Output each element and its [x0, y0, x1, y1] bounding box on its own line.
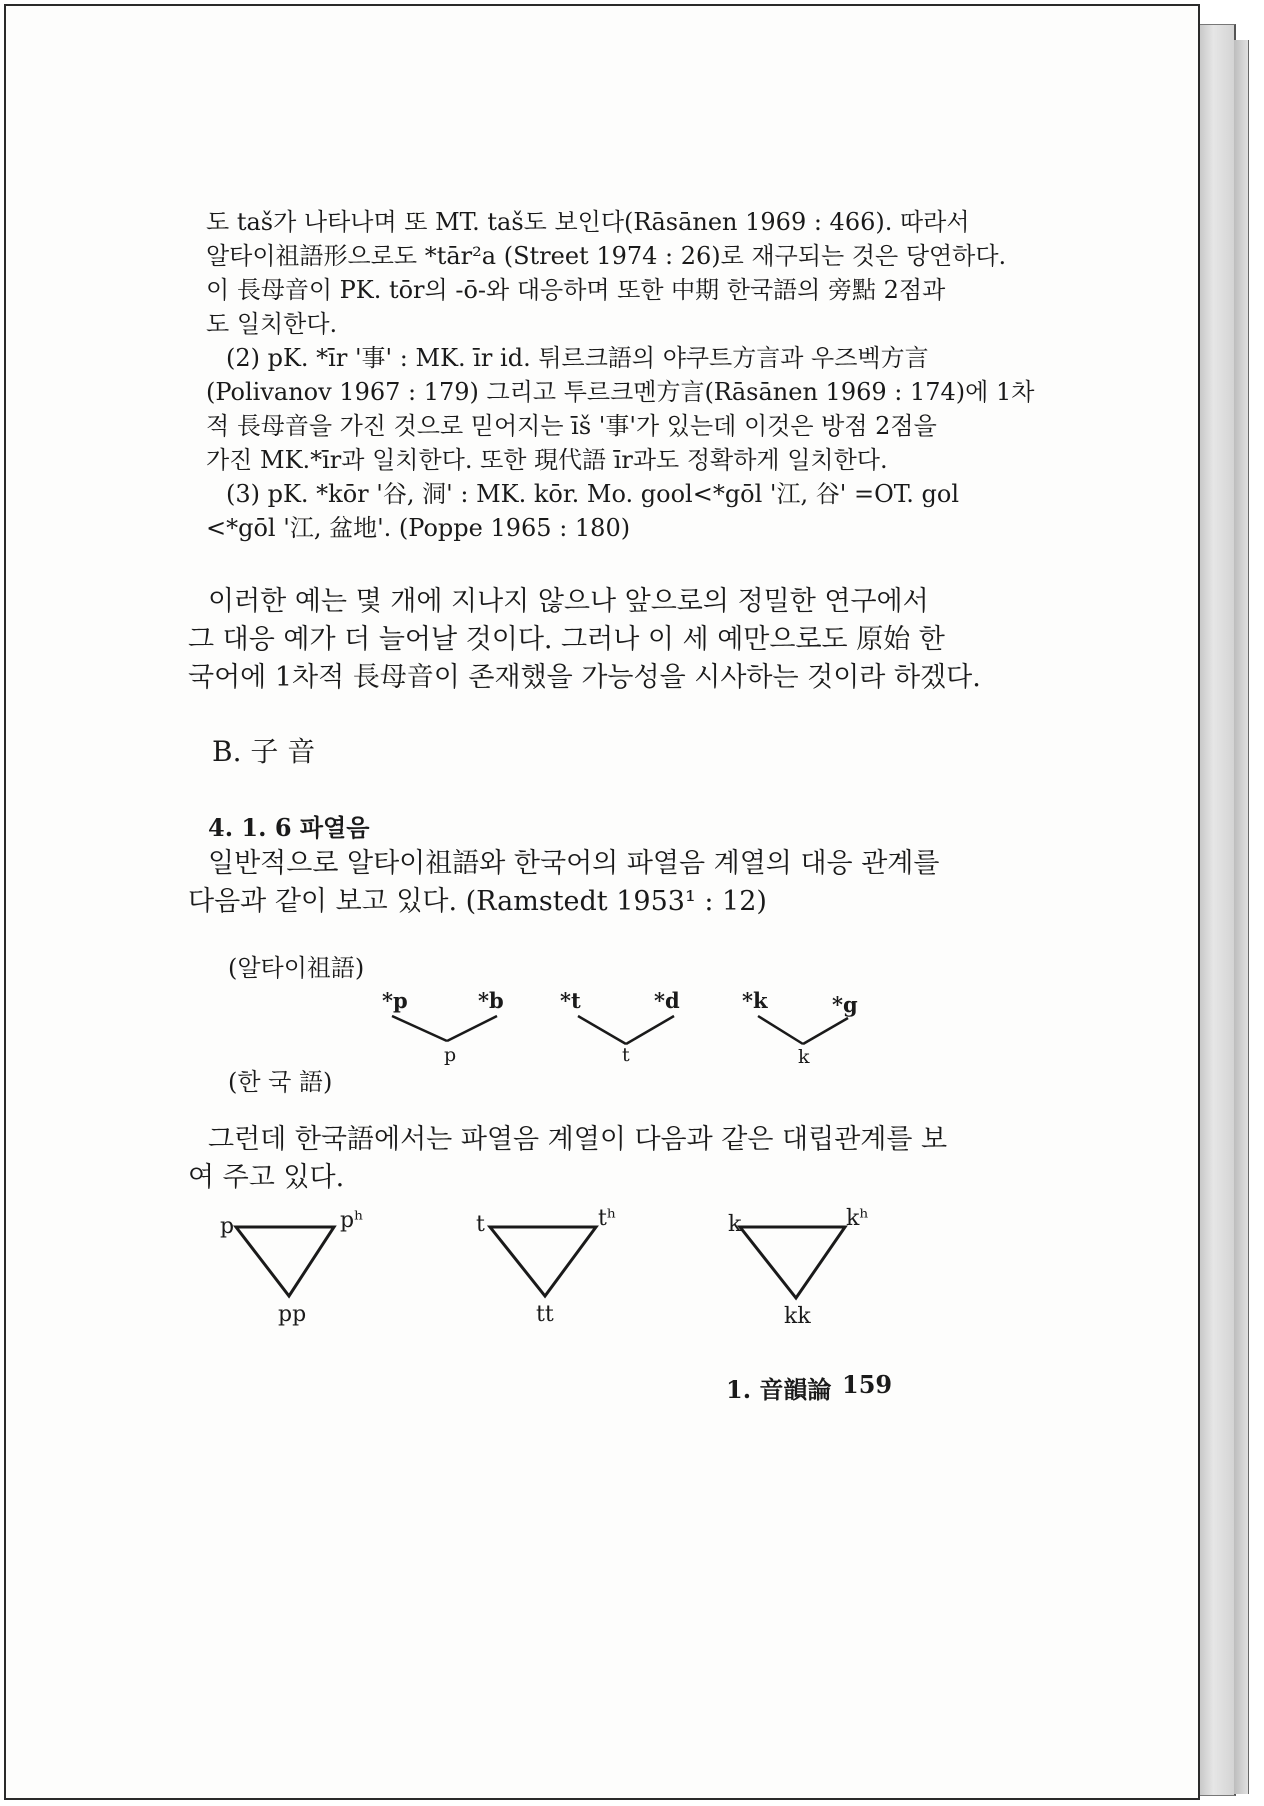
text-line: 이 長母音이 PK. tōr의 -ō-와 대응하며 또한 中期 한국語의 旁點 2점과 [206, 276, 946, 304]
proto-consonant: *d [654, 988, 680, 1013]
text-line: (Polivanov 1967 : 179) 그리고 투르크멘方言(Rāsānen 1969 : 174)에 1차 [206, 378, 1035, 406]
text-line: 국어에 1차적 長母音이 존재했을 가능성을 시사하는 것이라 하겠다. [188, 662, 981, 693]
text-line: 알타이祖語形으로도 *tār²a (Street 1974 : 26)로 재구되는 것은 당연하다. [206, 242, 1007, 270]
correspondence-line [758, 1016, 803, 1044]
correspondence-line [447, 1016, 497, 1041]
lax-consonant: k [728, 1212, 742, 1237]
text-line: 그런데 한국語에서는 파열음 계열이 다음과 같은 대립관계를 보 [208, 1124, 948, 1155]
korean-consonant: t [622, 1044, 630, 1066]
text-line: (2) pK. *īr '事' : MK. īr id. 튀르크語의 야쿠트方言과 우즈벡方言 [226, 344, 929, 372]
text-line: 다음과 같이 보고 있다. (Ramstedt 1953¹ : 12) [188, 886, 767, 917]
korean-consonant: k [798, 1046, 810, 1068]
text-line: 적 長母音을 가진 것으로 믿어지는 īš '事'가 있는데 이것은 방점 2점을 [206, 412, 937, 440]
aspirated-consonant: kʰ [846, 1206, 869, 1231]
proto-altaic-label: (알타이祖語) [228, 954, 365, 982]
korean-label: (한 국 語) [228, 1068, 333, 1096]
tense-consonant: tt [536, 1302, 554, 1327]
text-line: 도 일치한다. [206, 310, 338, 338]
correspondence-line [803, 1018, 848, 1044]
korean-consonant: p [444, 1044, 457, 1066]
page-number: 159 [842, 1370, 893, 1399]
text-line: 이러한 예는 몇 개에 지나지 않으나 앞으로의 정밀한 연구에서 [208, 586, 929, 617]
correspondence-line [626, 1016, 674, 1044]
triangle [740, 1227, 845, 1298]
tense-consonant: kk [784, 1304, 811, 1329]
tense-consonant: pp [278, 1302, 307, 1327]
subsection-heading: 4. 1. 6 파열음 [208, 813, 370, 842]
proto-consonant: *p [382, 988, 408, 1013]
running-footer: 1. 音韻論 [726, 1375, 832, 1404]
text-line: 가진 MK.*īr과 일치한다. 또한 現代語 īr과도 정확하게 일치한다. [206, 446, 888, 474]
aspirated-consonant: pʰ [340, 1208, 364, 1233]
text-line: <*gōl '江, 盆地'. (Poppe 1965 : 180) [206, 514, 631, 542]
triangle [490, 1227, 596, 1296]
section-heading: B. 子 音 [212, 735, 316, 768]
text-line: 여 주고 있다. [188, 1162, 345, 1193]
proto-consonant: *k [742, 988, 768, 1013]
lax-consonant: p [220, 1214, 235, 1239]
proto-consonant: *t [560, 988, 581, 1013]
aspirated-consonant: tʰ [598, 1206, 617, 1231]
lax-consonant: t [476, 1212, 485, 1237]
proto-consonant: *g [832, 992, 858, 1017]
text-line: (3) pK. *kōr '谷, 洞' : MK. kōr. Mo. gool<*gōl '江, 谷' =OT. gol [226, 480, 960, 508]
proto-consonant: *b [478, 988, 504, 1013]
text-line: 그 대응 예가 더 늘어날 것이다. 그러나 이 세 예만으로도 原始 한 [188, 624, 945, 655]
text-line: 일반적으로 알타이祖語와 한국어의 파열음 계열의 대응 관계를 [208, 848, 940, 879]
triangle [236, 1227, 334, 1296]
text-line: 도 taš가 나타나며 또 MT. taš도 보인다(Rāsānen 1969 : 466). 따라서 [206, 208, 970, 236]
correspondence-line [578, 1016, 626, 1044]
correspondence-line [392, 1016, 447, 1041]
